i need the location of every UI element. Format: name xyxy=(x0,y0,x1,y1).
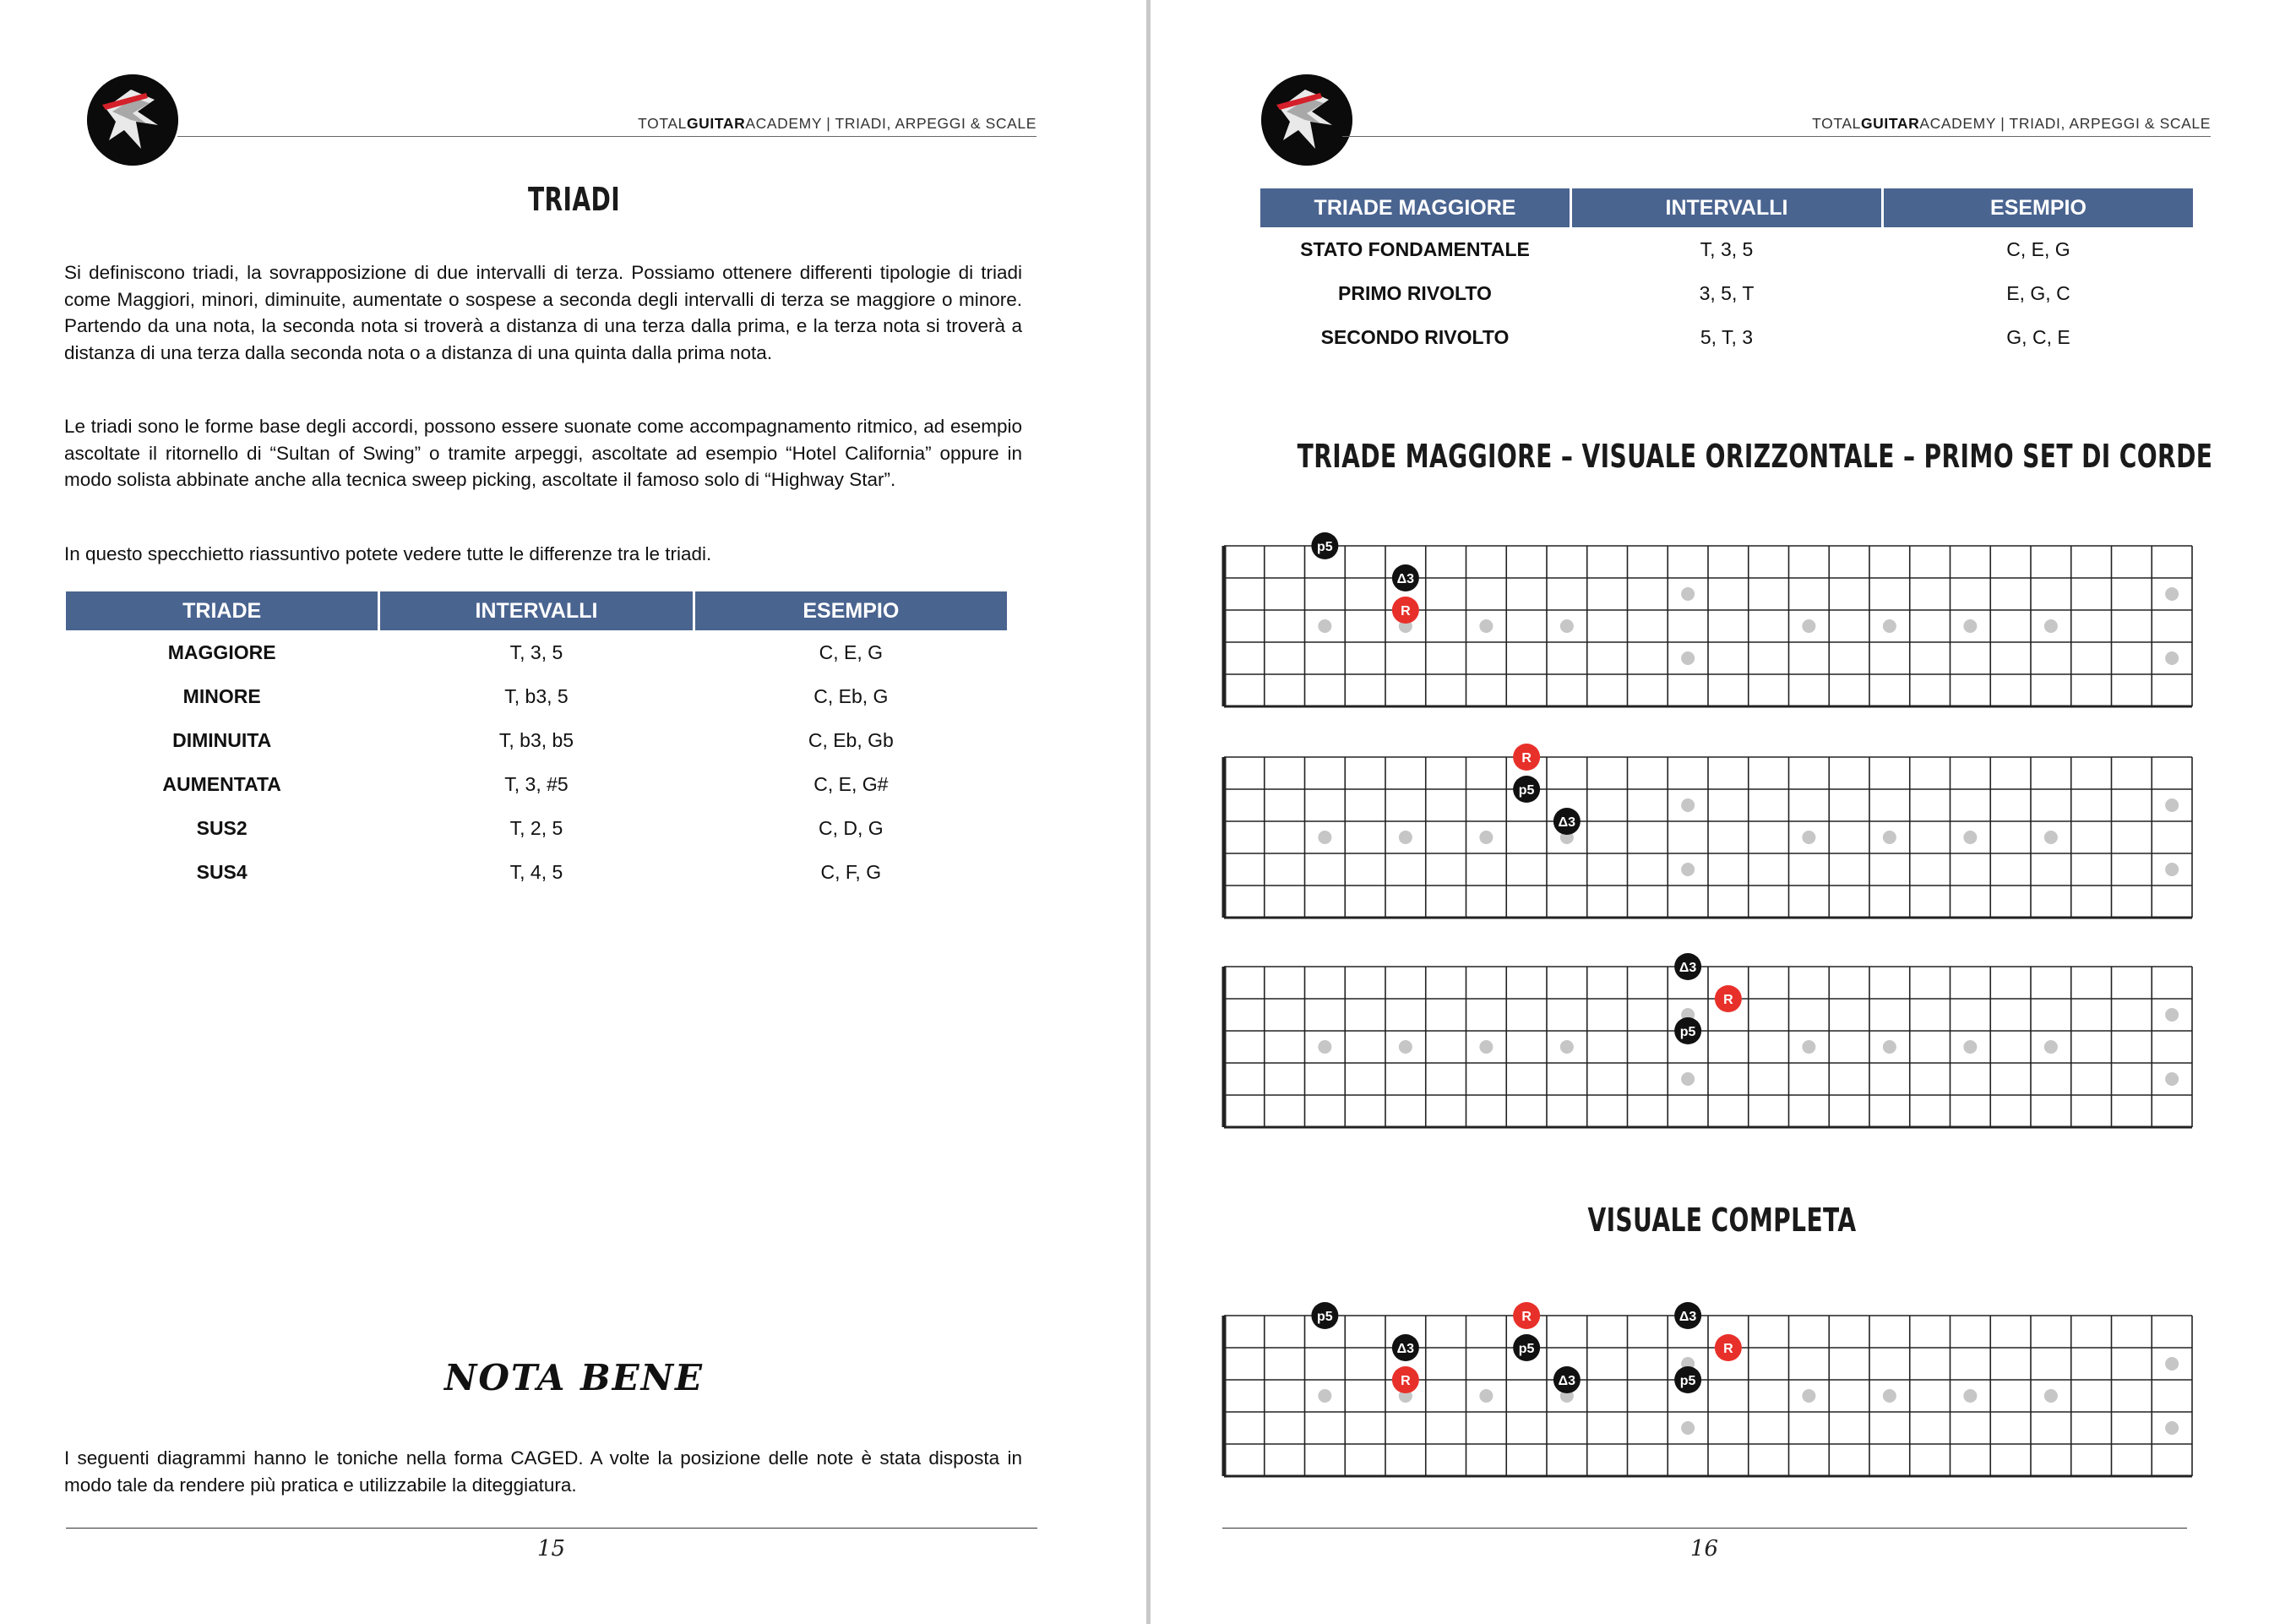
fret-inlay-dot xyxy=(1318,619,1331,633)
note-label: p5 xyxy=(1317,540,1333,554)
fret-inlay-dot xyxy=(1681,1421,1695,1435)
fretboard-complete xyxy=(1222,1311,2194,1480)
triad-intervals: T, 3, 5 xyxy=(509,640,563,663)
fret-inlay-dot xyxy=(1963,1040,1977,1054)
fret-inlay-dot xyxy=(1560,619,1574,633)
table-row xyxy=(1260,271,2193,315)
fret-inlay-dot xyxy=(1560,1040,1574,1054)
fret-inlay-dot xyxy=(1479,619,1493,633)
fret-inlay-dot xyxy=(1802,831,1815,844)
fret-inlay-dot xyxy=(1681,587,1695,601)
table-row xyxy=(66,718,1007,762)
triad-name: SUS4 xyxy=(196,860,248,883)
note-label: Δ3 xyxy=(1396,572,1415,586)
triad-name: AUMENTATA xyxy=(162,772,281,795)
root-note-marker xyxy=(1715,985,1742,1012)
header-intervalli: INTERVALLI xyxy=(380,591,692,630)
table-row xyxy=(1260,227,2193,271)
academy-logo xyxy=(87,74,178,166)
fret-inlay-dot xyxy=(1802,1389,1815,1403)
footer-rule xyxy=(66,1528,1037,1529)
fret-inlay-dot xyxy=(1883,1040,1896,1054)
table-row xyxy=(66,674,1007,718)
interval-note-marker xyxy=(1311,1302,1338,1329)
interval-note-marker xyxy=(1674,1302,1701,1329)
fretboard-svg xyxy=(1222,1311,2194,1480)
fret-inlay-dot xyxy=(1681,798,1695,812)
brand-bold: GUITAR xyxy=(1860,115,1920,132)
root-note-marker xyxy=(1715,1334,1742,1361)
brand-bold: GUITAR xyxy=(686,115,746,132)
inversion-example: G, C, E xyxy=(2006,325,2070,348)
interval-note-marker xyxy=(1392,1334,1419,1361)
header-subtitle: TRIADI, ARPEGGI & SCALE xyxy=(835,115,1036,132)
fretboard-svg xyxy=(1222,541,2194,710)
table-row xyxy=(66,630,1007,674)
fret-inlay-dot xyxy=(2165,1421,2179,1435)
fret-inlay-dot xyxy=(1399,1040,1412,1054)
note-label: Δ3 xyxy=(1396,1342,1415,1356)
header-separator: | xyxy=(1995,115,2010,132)
fret-inlay-dot xyxy=(1681,863,1695,876)
table-row xyxy=(66,806,1007,850)
fret-inlay-dot xyxy=(2165,1357,2179,1371)
triad-name: MINORE xyxy=(182,684,261,707)
header-rule xyxy=(177,136,1036,137)
triad-intervals: T, 3, #5 xyxy=(504,772,569,795)
root-note-marker xyxy=(1513,1302,1540,1329)
fretboard-position-1 xyxy=(1222,541,2194,710)
table-row xyxy=(1260,315,2193,359)
note-label: Δ3 xyxy=(1558,1374,1576,1388)
fret-inlay-dot xyxy=(2044,1389,2058,1403)
fretboard-svg xyxy=(1222,752,2194,921)
complete-view-title: VISUALE COMPLETA xyxy=(1587,1202,1857,1239)
fret-inlay-dot xyxy=(1963,619,1977,633)
note-label: Δ3 xyxy=(1558,815,1576,830)
brand-light-1: TOTAL xyxy=(1812,115,1861,132)
header-subtitle: TRIADI, ARPEGGI & SCALE xyxy=(2009,115,2211,132)
fret-inlay-dot xyxy=(2165,587,2179,601)
table-header-row xyxy=(1260,188,2193,227)
interval-note-marker xyxy=(1674,1017,1701,1044)
triad-name: DIMINUITA xyxy=(172,728,272,751)
triad-example: C, Eb, Gb xyxy=(808,728,894,751)
note-label: R xyxy=(1521,751,1532,766)
fret-inlay-dot xyxy=(1479,1389,1493,1403)
brand-light-2: ACADEMY xyxy=(1919,115,1996,132)
interval-note-marker xyxy=(1553,808,1581,835)
nota-bene-title: NOTA BENE xyxy=(443,1357,705,1398)
fret-inlay-dot xyxy=(1802,619,1815,633)
fret-inlay-dot xyxy=(1318,1389,1331,1403)
fret-inlay-dot xyxy=(2044,831,2058,844)
triad-example: C, D, G xyxy=(818,816,884,839)
note-label: R xyxy=(1401,1374,1411,1388)
page-title: TRIADI xyxy=(527,181,621,218)
inversion-name: SECONDO RIVOLTO xyxy=(1320,325,1510,348)
table-row xyxy=(66,762,1007,806)
section-title: TRIADE MAGGIORE – VISUALE ORIZZONTALE – PRIMO SET DI CORDE xyxy=(1297,438,2213,475)
note-label: R xyxy=(1723,993,1733,1007)
note-label: R xyxy=(1723,1342,1733,1356)
fret-inlay-dot xyxy=(1802,1040,1815,1054)
intro-paragraph: Si definiscono triadi, la sovrapposizione di due intervalli di terza. Possiamo ottenere differenti tipologie di triadi come Maggiori, minori, diminuite, aumentate o sospese a seconda degli intervalli di terza se maggiore o minore. Partendo da una nota, la seconda nota si troverà a distanza di una terza dalla prima, e la terza nota si troverà a distanza di una terza dalla seconda nota o a distanza di una quinta dalla prima nota. xyxy=(64,262,1022,363)
triad-intervals: T, 4, 5 xyxy=(509,860,563,883)
note-label: p5 xyxy=(1518,783,1535,798)
page-number: 16 xyxy=(1690,1536,1719,1561)
header-esempio: ESEMPIO xyxy=(695,591,1007,630)
note-label: p5 xyxy=(1679,1374,1696,1388)
inversion-intervals: 5, T, 3 xyxy=(1700,325,1754,348)
header-esempio: ESEMPIO xyxy=(1884,188,2193,227)
inversion-example: E, G, C xyxy=(2006,281,2070,304)
triad-example: C, E, G xyxy=(819,640,884,663)
fret-inlay-dot xyxy=(1681,1072,1695,1086)
table-header-row xyxy=(66,591,1007,630)
fret-inlay-dot xyxy=(2044,619,2058,633)
triad-intervals: T, b3, b5 xyxy=(498,728,574,751)
major-triad-table xyxy=(1258,188,2195,359)
note-label: Δ3 xyxy=(1678,961,1697,975)
header-intervalli: INTERVALLI xyxy=(1572,188,1881,227)
interval-note-marker xyxy=(1674,1366,1701,1393)
table-row xyxy=(66,850,1007,894)
summary-paragraph: In questo specchietto riassuntivo potete vedere tutte le differenze tra le triadi. xyxy=(64,543,712,564)
usage-paragraph: Le triadi sono le forme base degli accordi, possono essere suonate come accompagnamento ritmico, ad esempio ascoltate il ritornello di “Sultan of Swing” o tramite arpeggi, ascoltate ad esempio “Hotel California” oppure in modo solista abbinate anche alla tecnica sweep picking, ascoltate il famoso solo di “Highway Star”. xyxy=(64,416,1022,490)
triad-intervals: T, b3, 5 xyxy=(504,684,569,707)
running-header xyxy=(1812,115,2211,133)
inversion-name: STATO FONDAMENTALE xyxy=(1300,237,1530,260)
triad-name: MAGGIORE xyxy=(167,640,276,663)
running-header xyxy=(638,115,1036,133)
header-rule xyxy=(1342,136,2211,137)
interval-note-marker xyxy=(1674,953,1701,980)
fret-inlay-dot xyxy=(1681,651,1695,665)
fret-inlay-dot xyxy=(2165,798,2179,812)
header-triade: TRIADE xyxy=(66,591,378,630)
fret-inlay-dot xyxy=(1479,1040,1493,1054)
note-label: p5 xyxy=(1317,1310,1333,1324)
note-label: R xyxy=(1521,1310,1532,1324)
fret-inlay-dot xyxy=(1883,831,1896,844)
fretboard-position-2 xyxy=(1222,752,2194,921)
fret-inlay-dot xyxy=(2165,863,2179,876)
fret-inlay-dot xyxy=(1318,831,1331,844)
fret-inlay-dot xyxy=(1883,619,1896,633)
note-label: Δ3 xyxy=(1678,1310,1697,1324)
fret-inlay-dot xyxy=(1883,1389,1896,1403)
academy-logo xyxy=(1261,74,1352,166)
triad-example: C, E, G# xyxy=(813,772,889,795)
fret-inlay-dot xyxy=(1963,831,1977,844)
interval-note-marker xyxy=(1513,776,1540,803)
triad-table xyxy=(63,591,1009,894)
inversion-name: PRIMO RIVOLTO xyxy=(1338,281,1492,304)
header-triade-maggiore: TRIADE MAGGIORE xyxy=(1260,188,1570,227)
root-note-marker xyxy=(1392,597,1419,624)
interval-note-marker xyxy=(1513,1334,1540,1361)
interval-note-marker xyxy=(1311,532,1338,559)
header-separator: | xyxy=(821,115,835,132)
page-number: 15 xyxy=(537,1536,566,1561)
fretboard-position-3 xyxy=(1222,962,2194,1131)
fret-inlay-dot xyxy=(2165,1008,2179,1022)
fret-inlay-dot xyxy=(1479,831,1493,844)
triad-example: C, Eb, G xyxy=(813,684,889,707)
inversion-example: C, E, G xyxy=(2006,237,2070,260)
root-note-marker xyxy=(1513,744,1540,771)
brand-light-1: TOTAL xyxy=(638,115,687,132)
inversion-intervals: 3, 5, T xyxy=(1699,281,1755,304)
nota-bene-text: I seguenti diagrammi hanno le toniche nella forma CAGED. A volte la posizione delle note è stata disposta in modo tale da rendere più pratica e utilizzabile la diteggiatura. xyxy=(64,1447,1022,1496)
interval-note-marker xyxy=(1553,1366,1581,1393)
fret-inlay-dot xyxy=(2165,651,2179,665)
fret-inlay-dot xyxy=(1963,1389,1977,1403)
fret-inlay-dot xyxy=(1399,831,1412,844)
note-label: R xyxy=(1401,604,1411,619)
triad-name: SUS2 xyxy=(196,816,248,839)
interval-note-marker xyxy=(1392,564,1419,591)
footer-rule xyxy=(1222,1528,2187,1529)
fret-inlay-dot xyxy=(2044,1040,2058,1054)
root-note-marker xyxy=(1392,1366,1419,1393)
brand-light-2: ACADEMY xyxy=(745,115,822,132)
fretboard-svg xyxy=(1222,962,2194,1131)
inversion-intervals: T, 3, 5 xyxy=(1700,237,1754,260)
note-label: p5 xyxy=(1679,1025,1696,1039)
fret-inlay-dot xyxy=(1318,1040,1331,1054)
note-label: p5 xyxy=(1518,1342,1535,1356)
triad-example: C, F, G xyxy=(820,860,882,883)
fret-inlay-dot xyxy=(2165,1072,2179,1086)
triad-intervals: T, 2, 5 xyxy=(509,816,563,839)
